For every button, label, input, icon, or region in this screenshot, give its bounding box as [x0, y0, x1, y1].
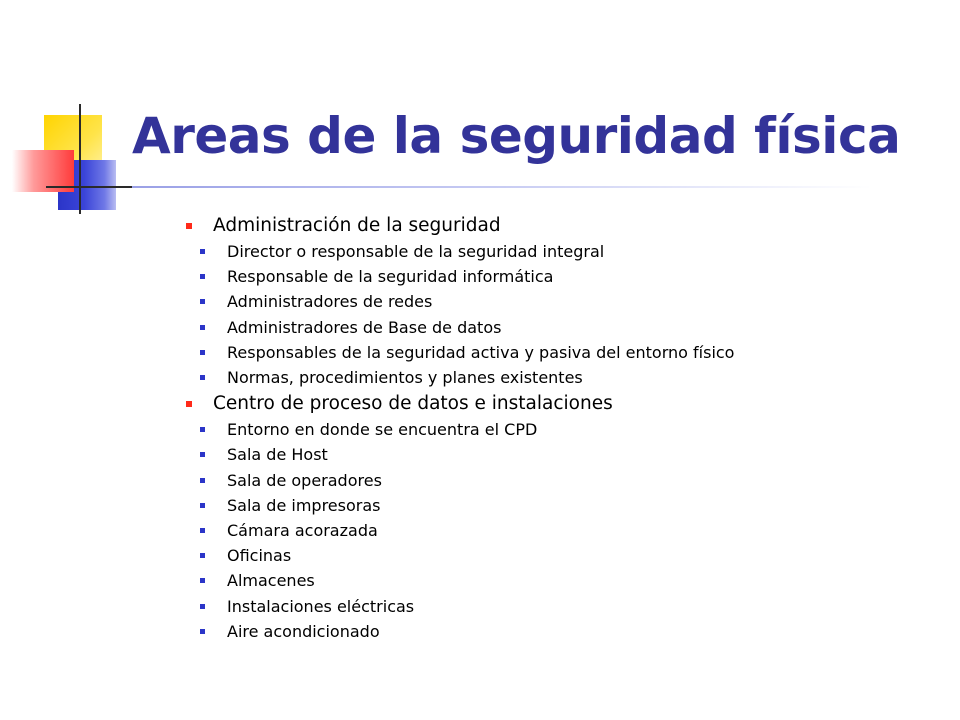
blue-square-bullet-icon: [200, 604, 205, 609]
level2-item: [200, 239, 906, 264]
blue-square-bullet-icon: [200, 578, 205, 583]
blue-square-bullet-icon: [200, 478, 205, 483]
horizontal-line-shape: [46, 186, 134, 188]
red-square-bullet-icon: [186, 223, 192, 229]
red-square-bullet-icon: [186, 401, 192, 407]
level1-item-label: Centro de proceso de datos e instalaciones: [213, 393, 613, 415]
level1-item: [186, 390, 906, 417]
level2-item: [200, 289, 906, 314]
level2-item: [200, 543, 906, 568]
level2-item: [200, 594, 906, 619]
level2-item-label: Oficinas: [227, 546, 292, 566]
sub-bullet-list: [200, 417, 906, 644]
blue-square-bullet-icon: [200, 325, 205, 330]
decorative-squares-logo: [0, 0, 140, 230]
level2-item-label: Cámara acorazada: [227, 521, 378, 541]
blue-square-bullet-icon: [200, 629, 205, 634]
level2-item-label: Sala de operadores: [227, 470, 382, 490]
sub-bullet-list: [200, 239, 906, 390]
level2-item: [200, 442, 906, 467]
section-administracion: [186, 212, 906, 390]
level1-item-label: Administración de la seguridad: [213, 215, 501, 236]
section-centro-proceso-datos: [186, 390, 906, 644]
level2-item: [200, 315, 906, 340]
level2-item-label: Responsables de la seguridad activa y pasiva del entorno físico: [227, 342, 735, 362]
slide-content: [186, 212, 906, 644]
level2-item-label: Entorno en donde se encuentra el CPD: [227, 420, 538, 440]
blue-square-bullet-icon: [200, 350, 205, 355]
level2-item-label: Sala de Host: [227, 445, 328, 465]
vertical-line-shape: [79, 104, 81, 214]
level2-item: [200, 619, 906, 644]
slide-title: Areas de la seguridad física: [132, 107, 901, 165]
level2-item: [200, 568, 906, 593]
blue-square-bullet-icon: [200, 553, 205, 558]
level2-item-label: Instalaciones eléctricas: [227, 596, 415, 616]
blue-square-bullet-icon: [200, 274, 205, 279]
level2-item: [200, 518, 906, 543]
level2-item-label: Almacenes: [227, 571, 315, 591]
level2-item: [200, 340, 906, 365]
level2-item: [200, 493, 906, 518]
level2-item: [200, 468, 906, 493]
level2-item: [200, 417, 906, 442]
title-underline: [132, 186, 872, 188]
blue-square-bullet-icon: [200, 375, 205, 380]
blue-square-bullet-icon: [200, 427, 205, 432]
blue-square-bullet-icon: [200, 299, 205, 304]
level2-item-label: Administradores de redes: [227, 292, 433, 312]
level2-item: [200, 365, 906, 390]
level2-item: [200, 264, 906, 289]
level2-item-label: Director o responsable de la seguridad integral: [227, 242, 605, 261]
blue-square-bullet-icon: [200, 503, 205, 508]
blue-square-bullet-icon: [200, 528, 205, 533]
blue-square-bullet-icon: [200, 249, 205, 254]
blue-square-bullet-icon: [200, 452, 205, 457]
main-bullet-list: [186, 212, 906, 644]
level2-item-label: Aire acondicionado: [227, 621, 380, 641]
level1-item: [186, 212, 906, 239]
level2-item-label: Responsable de la seguridad informática: [227, 267, 554, 287]
level2-item-label: Administradores de Base de datos: [227, 317, 502, 337]
level2-item-label: Sala de impresoras: [227, 495, 381, 515]
level2-item-label: Normas, procedimientos y planes existentes: [227, 368, 583, 388]
